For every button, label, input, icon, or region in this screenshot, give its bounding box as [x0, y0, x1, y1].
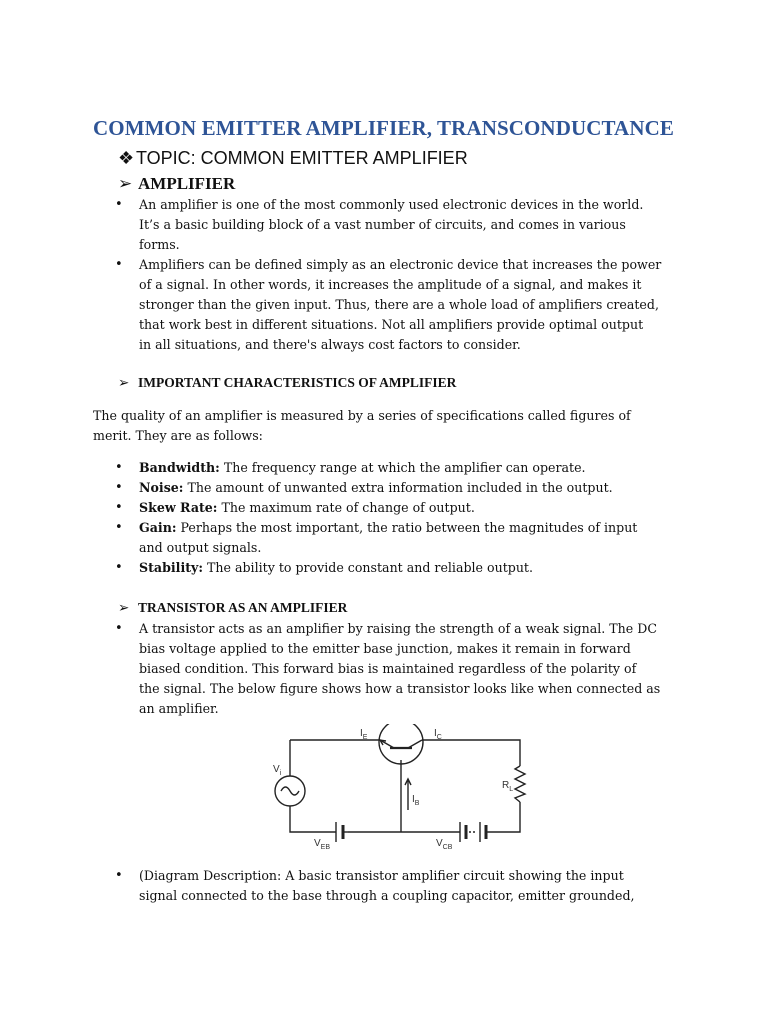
- term: Bandwidth:: [139, 460, 220, 475]
- text-line: (Diagram Description: A basic transistor amplifier circuit showing the input: [139, 868, 624, 883]
- wire-left-bottom: [290, 806, 336, 832]
- transistor-amplifier-circuit-diagram: [270, 724, 530, 852]
- text-line: signal connected to the base through a coupling capacitor, emitter grounded,: [139, 888, 635, 903]
- text-line: of a signal. In other words, it increases the amplitude of a signal, and makes it: [139, 277, 642, 292]
- text-line: It’s a basic building block of a vast number of circuits, and comes in various: [139, 217, 626, 232]
- section-heading-text: AMPLIFIER: [138, 174, 236, 193]
- characteristics-intro: [93, 406, 663, 446]
- definition: The ability to provide constant and reliable output.: [203, 560, 533, 575]
- transistor-bullet-list: [114, 619, 660, 719]
- amplifier-bullet-list: [114, 195, 661, 355]
- wire-right-bottom: [488, 802, 520, 832]
- text-line: forms.: [139, 237, 180, 252]
- text-line: an amplifier.: [139, 701, 219, 716]
- text-line: biased condition. This forward bias is maintained regardless of the polarity of: [139, 661, 637, 676]
- term: Skew Rate:: [139, 500, 218, 515]
- list-item: [114, 866, 635, 906]
- wire-top-right: [422, 740, 520, 766]
- label-veb: $V_{EB}$: [314, 838, 331, 851]
- text-line: the signal. The below figure shows how a transistor looks like when connected as: [139, 681, 661, 696]
- label-vcb: $V_{CB}$: [436, 838, 453, 851]
- label-ib: $I_B$: [412, 794, 420, 807]
- list-item: [114, 458, 637, 478]
- definition: Perhaps the most important, the ratio between the magnitudes of input: [176, 520, 638, 535]
- text-line: bias voltage applied to the emitter base junction, makes it remain in forward: [139, 641, 631, 656]
- section-heading-transistor: [118, 600, 347, 616]
- text-line: Amplifiers can be defined simply as an electronic device that increases the power: [139, 257, 662, 272]
- text-line: that work best in different situations. Not all amplifiers provide optimal output: [139, 317, 644, 332]
- definition-continued: and output signals.: [139, 540, 262, 555]
- text-line: A transistor acts as an amplifier by raising the strength of a weak signal. The DC: [139, 621, 657, 636]
- load-resistor-icon: [515, 766, 525, 802]
- list-item: [114, 195, 661, 255]
- label-ie: $I_E$: [360, 728, 368, 741]
- term: Stability:: [139, 560, 204, 575]
- list-item: [114, 255, 661, 355]
- arrow-bullet-icon: ➢: [118, 174, 133, 193]
- topic-heading: [118, 148, 468, 169]
- topic-text: TOPIC: COMMON EMITTER AMPLIFIER: [136, 148, 468, 168]
- section-heading-text: TRANSISTOR AS AN AMPLIFIER: [138, 600, 348, 615]
- arrow-bullet-icon: ➢: [118, 375, 130, 390]
- list-item: [114, 498, 637, 518]
- diamond-bullet-icon: ❖: [118, 148, 135, 168]
- definition: The maximum rate of change of output.: [217, 500, 475, 515]
- sine-wave-icon: [281, 787, 299, 795]
- definition: The amount of unwanted extra information included in the output.: [183, 480, 613, 495]
- section-heading-characteristics: [118, 375, 456, 391]
- text-line: merit. They are as follows:: [93, 428, 263, 443]
- text-line: stronger than the given input. Thus, there are a whole load of amplifiers created,: [139, 297, 659, 312]
- arrow-bullet-icon: ➢: [118, 600, 130, 615]
- list-item: [114, 478, 637, 498]
- transistor-collector-lead: [408, 740, 422, 748]
- term: Gain:: [139, 520, 177, 535]
- text-line: The quality of an amplifier is measured by a series of specifications called figures of: [93, 408, 631, 423]
- definition: The frequency range at which the amplifier can operate.: [219, 460, 586, 475]
- characteristics-list: [114, 458, 637, 578]
- list-item: [114, 558, 637, 578]
- text-line: in all situations, and there's always cost factors to consider.: [139, 337, 521, 352]
- text-line: An amplifier is one of the most commonly used electronic devices in the world.: [139, 197, 644, 212]
- label-ic: $I_C$: [434, 728, 442, 741]
- document-title: COMMON EMITTER AMPLIFIER, TRANSCONDUCTANCE: [93, 116, 674, 140]
- list-item: [114, 518, 637, 558]
- list-item: [114, 619, 660, 719]
- label-vi: $V_i$: [273, 764, 282, 777]
- diagram-description-list: [114, 866, 635, 906]
- term: Noise:: [139, 480, 184, 495]
- section-heading-amplifier: [118, 174, 235, 194]
- section-heading-text: IMPORTANT CHARACTERISTICS OF AMPLIFIER: [138, 375, 457, 390]
- label-rl: $R_L$: [502, 780, 514, 793]
